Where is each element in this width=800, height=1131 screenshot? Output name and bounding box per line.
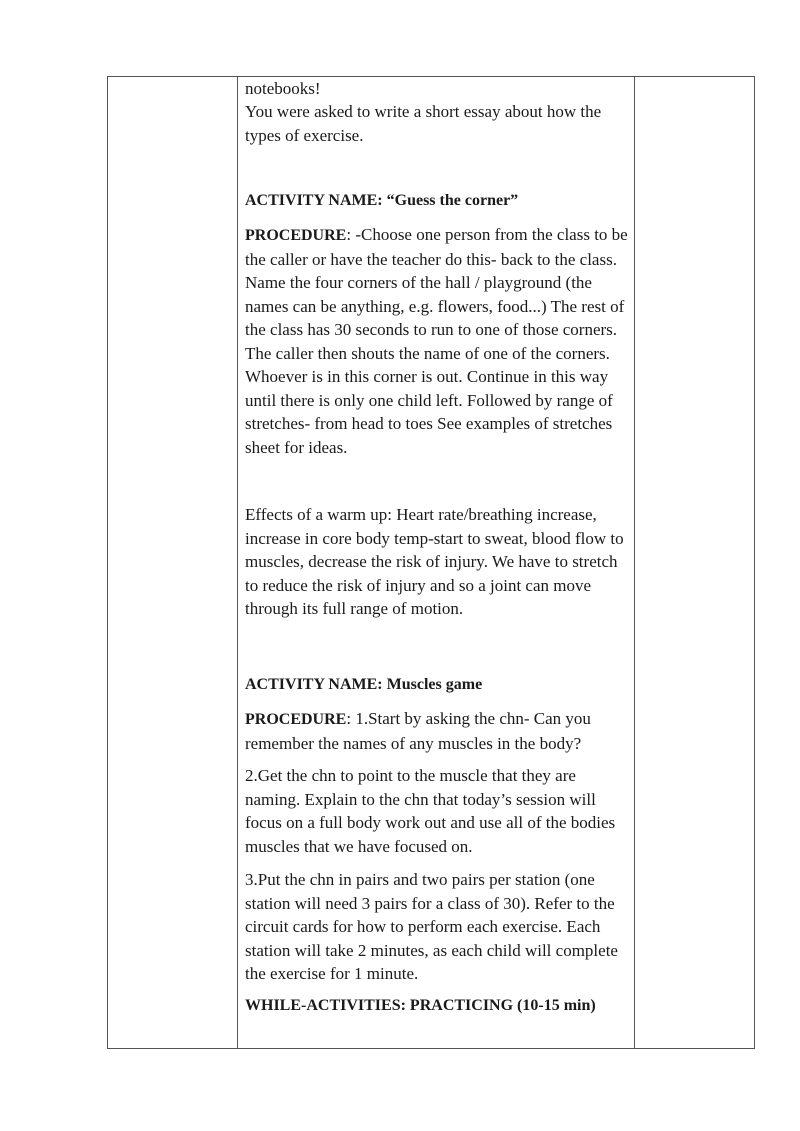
intro-line-2: You were asked to write a short essay about how the types of exercise.	[245, 102, 602, 145]
activity1-effects: Effects of a warm up: Heart rate/breathing increase, increase in core body temp-start to sweat, blood flow to muscles, decrease the risk of injury. We have to stretch to reduce the risk of injury and so a joint can move through its full range of motion.	[245, 505, 624, 618]
column-divider-right	[634, 77, 635, 1048]
activity1-procedure	[245, 223, 630, 459]
activity2-procedure-label: PROCEDURE	[245, 711, 347, 728]
activity1-procedure-text: : -Choose one person from the class to be the caller or have the teacher do this- back to the class. Name the four corners of the hall / playground (the names can be anything, e.g. flowers, food...) The rest of the class has 30 seconds to run to one of those corners. The caller then shouts the name of one of the corners. Whoever is in this corner is out. Continue in this way until there is only one child left. Followed by range of stretches- from head to toes See examples of stretches sheet for ideas.	[245, 225, 628, 457]
activity2-step2: 2.Get the chn to point to the muscle that they are naming. Explain to the chn that today’s session will focus on a full body work out and use all of the bodies muscles that we have focused on.	[245, 766, 616, 856]
activity2-step3: 3.Put the chn in pairs and two pairs per station (one station will need 3 pairs for a class of 30). Refer to the circuit cards for how to perform each exercise. Each station will take 2 minutes, as each child will complete the exercise for 1 minute.	[245, 870, 618, 983]
column-divider-left	[237, 77, 238, 1048]
intro-line-1: notebooks!	[245, 79, 321, 98]
activity1-procedure-label: PROCEDURE	[245, 227, 347, 244]
activity1-title: ACTIVITY NAME: “Guess the corner”	[245, 192, 519, 209]
while-activities-title: WHILE-ACTIVITIES: PRACTICING (10-15 min)	[245, 997, 596, 1014]
lesson-plan-table	[107, 76, 755, 1049]
activity2-step1	[245, 707, 630, 755]
activity2-step1-text: : 1.Start by asking the chn- Can you remember the names of any muscles in the body?	[245, 709, 591, 753]
activity2-title: ACTIVITY NAME: Muscles game	[245, 676, 483, 693]
